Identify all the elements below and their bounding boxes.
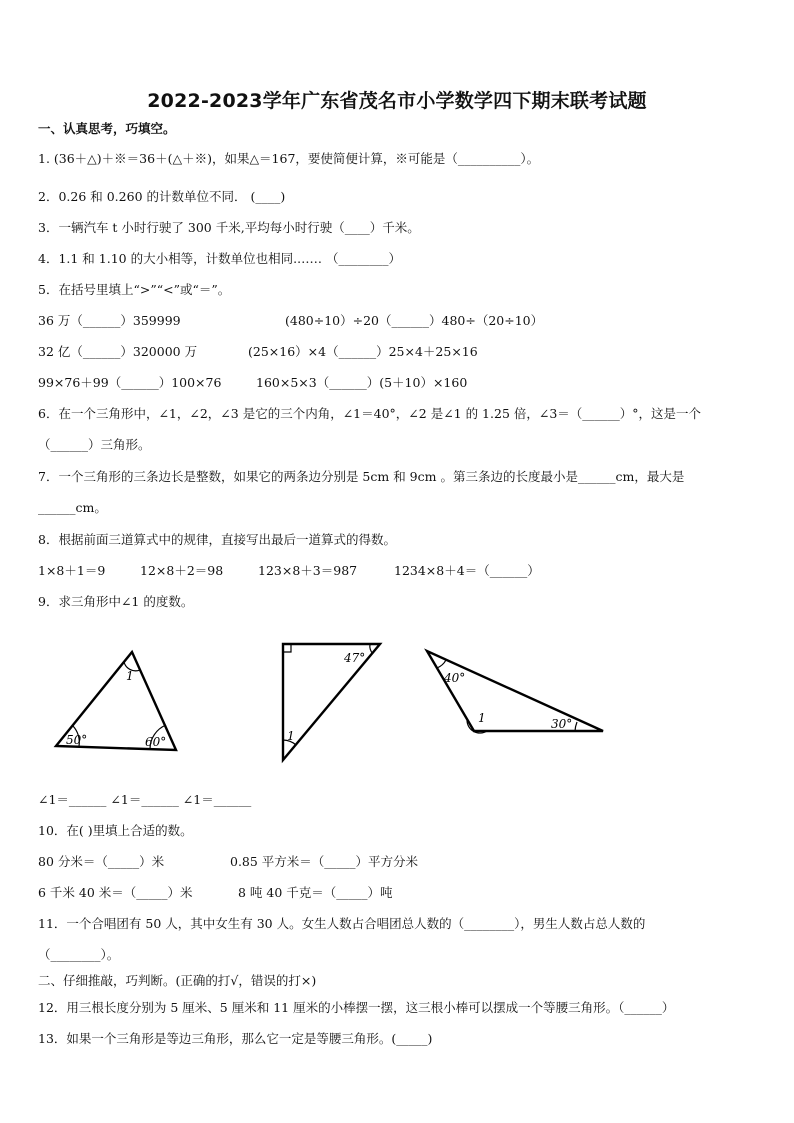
question-5-row3-left: 99×76＋99（______）100×76 (38, 375, 222, 390)
question-5-row1-right: (480÷10）÷20（______）480÷（20÷10） (285, 313, 544, 328)
page-title: 2022-2023学年广东省茂名市小学数学四下期末联考试题 (147, 90, 647, 112)
question-8-expr-3: 123×8＋3＝987 (258, 563, 358, 578)
question-10-a: 80 分米＝（_____）米 (38, 854, 165, 869)
question-5-row3-right: 160×5×3（______）(5＋10）×160 (256, 375, 468, 390)
question-1: 1. (36＋△)＋※＝36＋(△＋※)，如果△＝167，要使简便计算，※可能是（__________）。 (38, 151, 540, 166)
question-8-expr-4: 1234×8＋4＝（______） (394, 563, 540, 578)
question-11-line2: （________）。 (38, 947, 120, 962)
question-11-line1: 11．一个合唱团有 50 人，其中女生有 30 人。女生人数占合唱团总人数的（________），男生人数占总人数的 (38, 916, 646, 931)
triangle-3-label-right: 30° (551, 717, 573, 731)
question-3: 3．一辆汽车 t 小时行驶了 300 千米,平均每小时行驶（____）千米。 (38, 220, 420, 235)
triangle-3-angle-40-arc (437, 660, 446, 668)
question-9: 9．求三角形中∠1 的度数。 (38, 594, 194, 609)
triangle-1-label-left: 50° (66, 733, 88, 747)
question-8-expr-2: 12×8＋2＝98 (140, 563, 224, 578)
triangle-3 (427, 651, 603, 731)
question-6-line1: 6．在一个三角形中，∠1，∠2，∠3 是它的三个内角，∠1＝40°，∠2 是∠1 的 1.25 倍，∠3＝（______）°，这是一个 (38, 406, 702, 421)
triangle-1-label-top: 1 (126, 669, 134, 683)
triangle-2-label-bottom: 1 (287, 729, 295, 743)
question-13: 13．如果一个三角形是等边三角形，那么它一定是等腰三角形。(_____) (38, 1031, 433, 1046)
question-5: 5．在括号里填上“>”“<”或“＝”。 (38, 282, 231, 297)
question-7-line2: ______cm。 (38, 500, 107, 515)
question-6-line2: （______）三角形。 (38, 437, 151, 452)
triangle-1-label-right: 60° (145, 735, 167, 749)
question-5-row1-left: 36 万（______）359999 (38, 313, 181, 328)
question-10-d: 8 吨 40 千克＝（_____）吨 (238, 885, 393, 900)
question-10: 10．在( )里填上合适的数。 (38, 823, 193, 838)
triangle-3-label-mid: 1 (478, 711, 486, 725)
question-10-c: 6 千米 40 米＝（_____）米 (38, 885, 193, 900)
question-8-expr-1: 1×8＋1＝9 (38, 563, 106, 578)
question-12: 12．用三根长度分别为 5 厘米、5 厘米和 11 厘米的小棒摆一摆，这三根小棒可以摆成一个等腰三角形。（______） (38, 1000, 675, 1015)
section-1-heading: 一、认真思考，巧填空。 (38, 121, 176, 136)
triangle-3-label-left: 40° (444, 671, 466, 685)
triangle-2 (283, 644, 380, 760)
section-2-heading: 二、仔细推敲，巧判断。(正确的打√，错误的打×) (38, 973, 317, 988)
question-2: 2．0.26 和 0.260 的计数单位不同． (____) (38, 189, 286, 204)
triangle-3-angle-30-arc (575, 722, 577, 731)
question-5-row2-right: (25×16）×4（______）25×4＋25×16 (248, 344, 478, 359)
triangle-figures (0, 630, 794, 770)
triangle-2-angle-47-arc (370, 644, 373, 654)
question-10-b: 0.85 平方米＝（_____）平方分米 (230, 854, 419, 869)
question-5-row2-left: 32 亿（______）320000 万 (38, 344, 198, 359)
triangle-2-label-top: 47° (344, 651, 366, 665)
question-7-line1: 7．一个三角形的三条边长是整数，如果它的两条边分别是 5cm 和 9cm 。第三条边的长度最小是______cm，最大是 (38, 469, 685, 484)
question-8: 8．根据前面三道算式中的规律，直接写出最后一道算式的得数。 (38, 532, 396, 547)
question-9-answers: ∠1＝______ ∠1＝______ ∠1＝______ (38, 792, 252, 807)
question-4: 4．1.1 和 1.10 的大小相等，计数单位也相同.…… （________） (38, 251, 402, 266)
